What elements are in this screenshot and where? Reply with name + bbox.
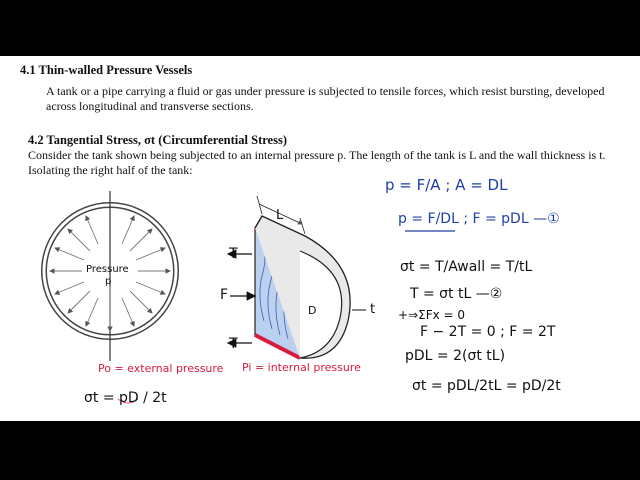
equation-3: σt = T/Awall = T/tL [400, 259, 533, 275]
equation-1: p = F/A ; A = DL [385, 176, 508, 194]
equation-8: σt = pDL/2tL = pD/2t [412, 378, 561, 394]
p-center-label: p [105, 276, 112, 287]
t-top-label: T [229, 246, 238, 262]
t-thickness-label: t [370, 302, 376, 317]
section-4-2-body: Consider the tank shown being subjected to an internal pressure p. The length of the tank is L and the wall thickness is t. Isolating the right half of the tank: [28, 148, 606, 177]
f-label: F [220, 287, 229, 303]
equation-4: T = σt tL —② [410, 286, 503, 302]
section-4-2-heading: 4.2 Tangential Stress, σt (Circumferential Stress) [28, 133, 287, 147]
equation-2: p = F/DL ; F = pDL —① [398, 211, 560, 227]
equation-7: pDL = 2(σt tL) [405, 348, 506, 364]
length-label: L [276, 208, 284, 223]
section-4-1-body: A tank or a pipe carrying a fluid or gas under pressure is subjected to tensile forces, which resist bursting, developed across longitudinal and transverse sections. [46, 84, 605, 113]
half-tank-diagram [228, 196, 366, 358]
t-bottom-label: T [229, 336, 238, 352]
equation-6: F − 2T = 0 ; F = 2T [420, 324, 556, 340]
sigma-formula-left: σt = pD / 2t [84, 390, 167, 406]
po-note: Po = external pressure [98, 362, 224, 375]
pi-note: Pi = internal pressure [242, 361, 361, 374]
equation-5: +⇒ΣFx = 0 [398, 308, 466, 322]
document-page [0, 56, 640, 421]
section-4-1-heading: 4.1 Thin-walled Pressure Vessels [20, 63, 193, 77]
d-label: D [308, 304, 317, 317]
pressure-label: Pressure [86, 264, 129, 275]
